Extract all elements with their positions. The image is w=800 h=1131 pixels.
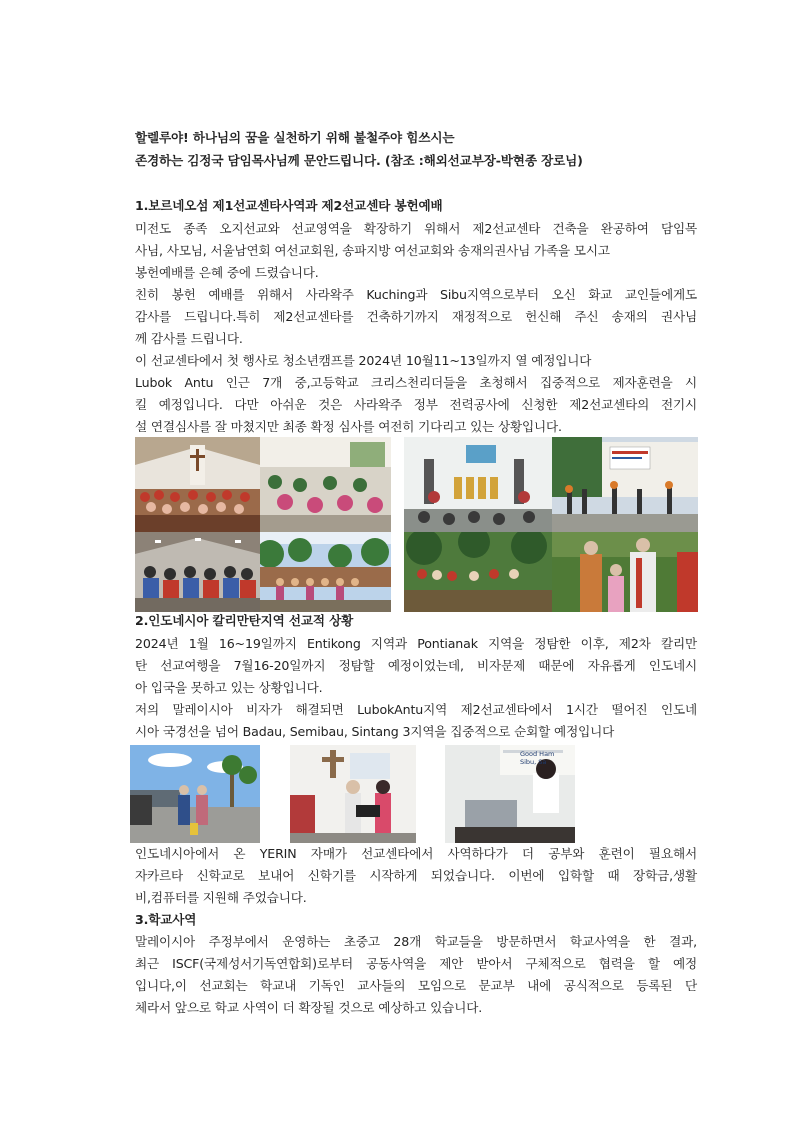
- section1-line: Lubok Antu 인근 7개 중,고등학교 크리스천리더들을 초청해서 집중적으로 제자훈련을 시: [135, 375, 697, 390]
- section1-line: 사님, 사모님, 서울남연회 여선교회원, 송파지방 여선교회와 송재의권사님 가족을 모시고: [135, 243, 610, 258]
- section1-line: 봉헌예배를 은혜 중에 드렸습니다.: [135, 265, 319, 280]
- sign-text: Sibu, Sa: [520, 758, 547, 766]
- sign-text: Good Ham: [520, 750, 555, 758]
- section2-line: 2024년 1월 16~19일까지 Entikong 지역과 Pontianak 지역을 정탐한 이후, 제2차 칼리만: [135, 636, 697, 651]
- section2-line: 아 입국을 못하고 있는 상황입니다.: [135, 680, 323, 695]
- village-visit-photo: [260, 532, 391, 612]
- section3-line: 최근 ISCF(국제성서기독연합회)로부터 공동사역을 제안 받아서 구체적으로 협력을 할 예정: [135, 956, 697, 971]
- scholarship-laptop-handover-photo: [290, 745, 416, 843]
- section2-line: 저의 말레이시아 비자가 해결되면 LubokAntu지역 제2선교센타에서 1시간 떨어진 인도네: [135, 702, 697, 717]
- church-interior-group-photo: [135, 437, 260, 532]
- section1-line: 킬 예정입니다. 다만 아쉬운 것은 사라왁주 정부 전력공사에 신청한 제2선교센타의 전기시: [135, 397, 697, 412]
- section3-line: 체라서 앞으로 학교 사역이 더 확장될 것으로 예상하고 있습니다.: [135, 1000, 483, 1015]
- section3-heading: 3.학교사역: [135, 912, 197, 927]
- section3-line: 입니다,이 선교회는 학교내 기독인 교사들의 모임으로 문교부 내에 공식적으로 등록된 단: [135, 978, 697, 993]
- section2-after-line: 비,컴퓨터를 지원해 주었습니다.: [135, 890, 307, 905]
- street-roadside-photo: [130, 745, 260, 843]
- outdoor-center-opening-photo: [552, 437, 698, 532]
- hall-gathering-photo: [135, 532, 260, 612]
- jungle-group-photo: [404, 532, 552, 612]
- section1-line: 이 선교센타에서 첫 행사로 청소년캠프를 2024년 10월11~13일까지 열 예정입니다: [135, 353, 592, 368]
- section1-line: 미전도 종족 오지선교와 선교영역을 확장하기 위해서 제2선교센타 건축을 완공하여 담임목: [135, 221, 697, 236]
- blessing-prayer-photo: [552, 532, 698, 612]
- student-at-laptop-photo: [445, 745, 575, 843]
- section1-line: 친히 봉헌 예배를 위해서 사라왁주 Kuching과 Sibu지역으로부터 오신 화교 교인들에게도: [135, 287, 697, 302]
- greeting-line-1: 할렐루야! 하나님의 꿈을 실천하기 위해 불철주야 힘쓰시는: [135, 130, 455, 145]
- section3-line: 말레이시아 주정부에서 운영하는 초중고 28개 학교들을 방문하면서 학교사역을 한 결과,: [135, 934, 697, 949]
- section2-after-line: 자카르타 신학교로 보내어 신학기를 시작하게 되었습니다. 이번에 입학할 때 장학금,생활: [135, 868, 697, 883]
- section2-after-line: 인도네시아에서 온 YERIN 자매가 선교센타에서 사역하다가 더 공부와 훈련이 필요해서: [135, 846, 697, 861]
- greeting-line-2: 존경하는 김정국 담임목사님께 문안드립니다. (참조 :해외선교부장-박현종 장로님): [135, 153, 583, 168]
- section1-line: 설 연결심사를 잘 마쳤지만 최종 확정 심사를 여전히 기다리고 있는 상황입니다.: [135, 419, 562, 434]
- section1-line: 께 감사를 드립니다.: [135, 331, 243, 346]
- indoor-ceremony-photo: [404, 437, 552, 532]
- section2-heading: 2.인도네시아 칼리만탄지역 선교적 상황: [135, 613, 354, 628]
- section1-heading: 1.보르네오섬 제1선교센타사역과 제2선교센타 봉헌예배: [135, 198, 443, 213]
- section1-line: 감사를 드립니다.특히 제2선교센타를 건축하기까지 재정적으로 헌신해 주신 송재의 권사님: [135, 309, 697, 324]
- section2-line: 탄 선교여행을 7월16-20일까지 정탐할 예정이었는데, 비자문제 때문에 자유롭게 인도네시: [135, 658, 697, 673]
- worship-congregation-photo: [260, 437, 391, 532]
- section2-line: 시아 국경선을 넘어 Badau, Semibau, Sintang 3지역을 집중적으로 순회할 예정입니다: [135, 724, 615, 739]
